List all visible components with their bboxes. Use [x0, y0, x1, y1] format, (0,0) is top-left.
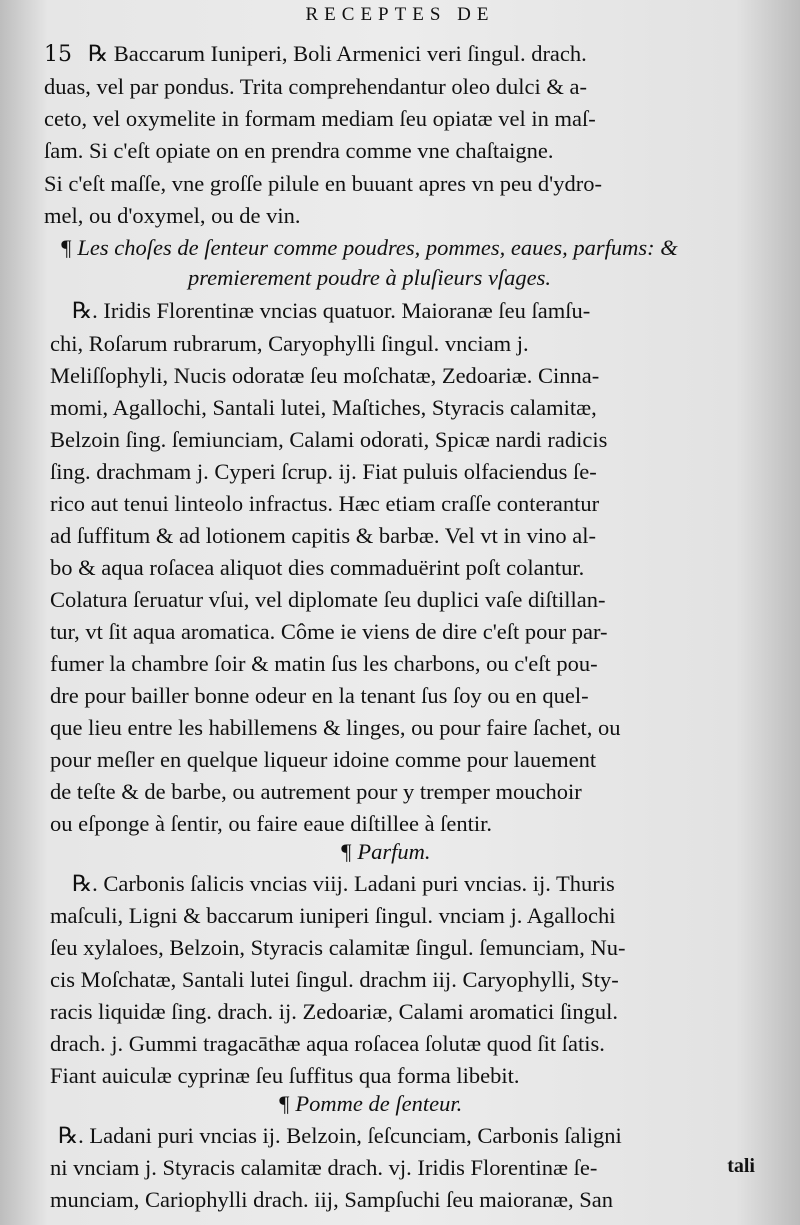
text-line: ou eſponge à ſentir, ou faire eaue diſtillee à ſentir. — [50, 811, 493, 836]
text-line: Belzoin ſing. ſemiunciam, Calami odorati, Spicæ nardi radicis — [50, 427, 608, 452]
section-heading-line: premierement poudre à pluſieurs vſages. — [188, 265, 552, 290]
text-line: bo & aqua roſacea aliquot dies commaduërint poſt colantur. — [50, 555, 585, 580]
section-heading-line: ¶ Les choſes de ſenteur comme poudres, pommes, eaues, parfums: & — [60, 235, 678, 260]
text-line: ℞ Baccarum Iuniperi, Boli Armenici veri ſingul. drach. — [88, 41, 587, 66]
text-line: ſeu xylaloes, Belzoin, Styracis calamitæ ſingul. ſemunciam, Nu- — [50, 935, 626, 960]
text-line: ni vnciam j. Styracis calamitæ drach. vj. Iridis Florentinæ ſe- — [50, 1155, 598, 1180]
text-line: dre pour bailler bonne odeur en la tenant ſus ſoy ou en quel- — [50, 683, 589, 708]
catchword: tali — [727, 1155, 755, 1177]
text-line: momi, Agallochi, Santali lutei, Maſtiches, Styracis calamitæ, — [50, 395, 597, 420]
text-line: drach. j. Gummi tragacāthæ aqua roſacea ſolutæ quod ſit ſatis. — [50, 1031, 605, 1056]
running-head: RECEPTES DE — [305, 4, 495, 25]
text-line: mel, ou d'oxymel, ou de vin. — [44, 203, 301, 228]
text-line: que lieu entre les habillemens & linges, ou pour faire ſachet, ou — [50, 715, 621, 740]
text-line: rico aut tenui linteolo infractus. Hæc etiam craſſe conterantur — [50, 491, 600, 516]
text-line: cis Moſchatæ, Santali lutei ſingul. drachm iij. Caryophylli, Sty- — [50, 967, 619, 992]
text-line: ſam. Si c'eſt opiate on en prendra comme vne chaſtaigne. — [44, 138, 554, 163]
text-line: munciam, Cariophylli drach. iij, Sampſuchi ſeu maioranæ, San — [50, 1187, 614, 1212]
text-line: Colatura ſeruatur vſui, vel diplomate ſeu duplici vaſe diſtillan- — [50, 587, 606, 612]
section-heading-line: ¶ Parfum. — [340, 839, 431, 864]
text-line: duas, vel par pondus. Trita comprehendantur oleo dulci & a- — [44, 74, 588, 99]
text-line: pour meſler en quelque liqueur idoine comme pour lauement — [50, 747, 597, 772]
text-line: ceto, vel oxymelite in formam mediam ſeu opiatæ vel in maſ- — [44, 106, 596, 131]
text-line: ℞. Iridis Florentinæ vncias quatuor. Maioranæ ſeu ſamſu- — [72, 298, 591, 323]
text-line: maſculi, Ligni & baccarum iuniperi ſingul. vnciam j. Agallochi — [50, 903, 616, 928]
text-line: de teſte & de barbe, ou autrement pour y tremper mouchoir — [50, 779, 582, 804]
text-line: tur, vt ſit aqua aromatica. Côme ie viens de dire c'eſt pour par- — [50, 619, 608, 644]
text-line: ℞. Ladani puri vncias ij. Belzoin, ſeſcunciam, Carbonis ſaligni — [58, 1123, 622, 1148]
section-heading-line: ¶ Pomme de ſenteur. — [278, 1091, 463, 1116]
text-line: ℞. Carbonis ſalicis vncias viij. Ladani puri vncias. ij. Thuris — [72, 871, 615, 896]
text-line: racis liquidæ ſing. drach. ij. Zedoariæ, Calami aromatici ſingul. — [50, 999, 618, 1024]
text-line: fumer la chambre ſoir & matin ſus les charbons, ou c'eſt pou- — [50, 651, 598, 676]
text-line: ad ſuffitum & ad lotionem capitis & barbæ. Vel vt in vino al- — [50, 523, 596, 548]
text-line: ſing. drachmam j. Cyperi ſcrup. ij. Fiat puluis olfaciendus ſe- — [50, 459, 597, 484]
text-line: Meliſſophyli, Nucis odoratæ ſeu moſchatæ, Zedoariæ. Cinna- — [50, 363, 600, 388]
page-number: 15 — [44, 42, 72, 67]
text-line: chi, Roſarum rubrarum, Caryophylli ſingul. vnciam j. — [50, 331, 529, 356]
text-line: Fiant auiculæ cyprinæ ſeu ſuffitus qua forma libebit. — [50, 1063, 520, 1088]
text-line: Si c'eſt maſſe, vne groſſe pilule en buuant apres vn peu d'ydro- — [44, 171, 602, 196]
